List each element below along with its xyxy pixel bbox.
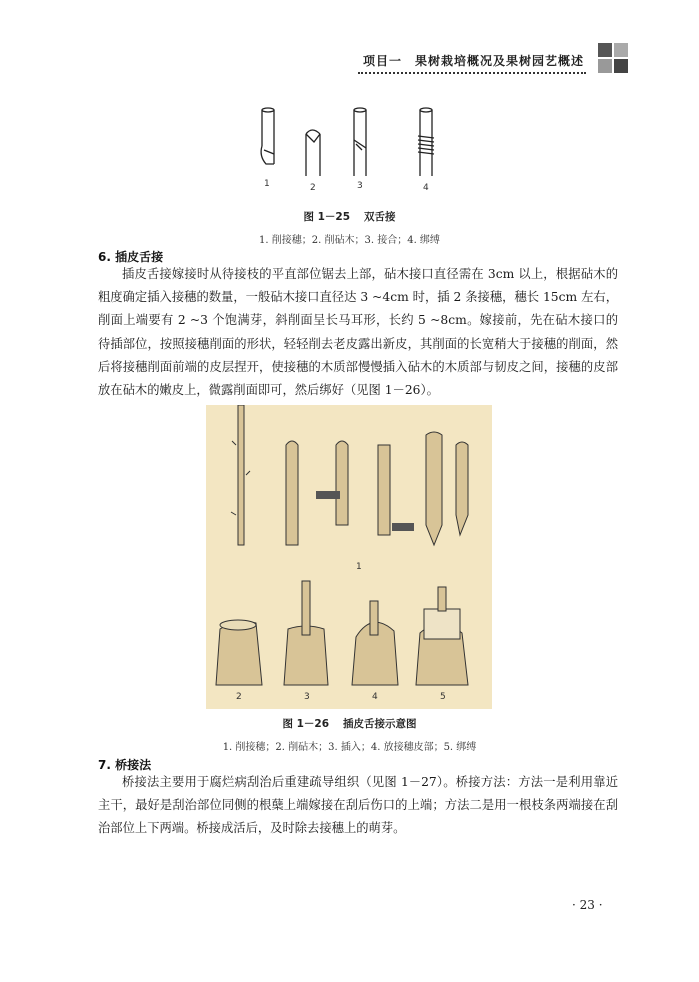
figure-1-26-label-3: 3 <box>304 692 310 702</box>
figure-1-26-label-4: 4 <box>372 692 378 702</box>
figure-1-26-label-1: 1 <box>356 562 362 572</box>
figure-1-25-label-2: 2 <box>310 183 316 193</box>
figure-1-26-subcaption: 1. 削接穗；2. 削砧木；3. 插入；4. 放接穗皮部；5. 绑缚 <box>222 742 477 753</box>
figure-1-26-label-2: 2 <box>236 692 242 702</box>
figure-1-26-caption-number: 图 1－26 <box>282 718 330 730</box>
header-square-ornament-icon <box>598 43 628 75</box>
figure-1-25-caption-title: 双舌接 <box>364 211 396 223</box>
page-number: · 23 · <box>572 898 603 912</box>
figure-1-25-label-1: 1 <box>264 179 270 189</box>
figure-1-25-caption <box>0 209 699 224</box>
running-header-title: 项目一 果树栽培概况及果树园艺概述 <box>362 54 584 68</box>
figure-1-25-label-4: 4 <box>423 183 429 193</box>
header-dotted-rule <box>358 72 586 74</box>
figure-1-25-illustration <box>242 98 452 198</box>
figure-1-25-subcaption: 1. 削接穗；2. 削砧木；3. 接合；4. 绑缚 <box>259 235 440 246</box>
figure-1-26-illustration <box>206 405 492 709</box>
section-7-paragraph: 桥接法主要用于腐烂病刮治后重建疏导组织（见图 1－27）。桥接方法：方法一是利用靠近主干，最好是刮治部位同侧的根蘖上端嫁接在刮后伤口的上端；方法二是用一根枝条两端接在刮治部位上下两端。桥接成活后，及时除去接穗上的萌芽。 <box>98 775 618 836</box>
section-6-paragraph: 插皮舌接嫁接时从待接枝的平直部位锯去上部，砧木接口直径需在 3cm 以上，根据砧木的粗度确定插入接穗的数量，一般砧木接口直径达 3 ~4cm 时，插 2 条接穗，穗长 15cm 左右，削面上端要有 2 ~3 个饱满芽，斜削面呈长马耳形，长约 5 ~8cm。嫁接前，先在砧木接口的待插部位，按照接穗削面的形状，轻轻削去老皮露出新皮，其削面的长宽稍大于接穗的削面，然后将接穗削面前端的皮层捏开，使接穗的木质部慢慢插入砧木的木质部与韧皮之间，接穗的皮部放在砧木的嫩皮上，微露削面即可，然后绑好（见图 1－26）。 <box>98 267 618 398</box>
figure-1-26-caption <box>0 716 699 731</box>
figure-1-26-label-5: 5 <box>440 692 446 702</box>
figure-1-25-label-3: 3 <box>357 181 363 191</box>
figure-1-26-caption-title: 插皮舌接示意图 <box>343 718 417 730</box>
section-6-heading: 6. 插皮舌接 <box>98 250 164 264</box>
figure-1-25-caption-number: 图 1－25 <box>303 211 351 223</box>
section-7-heading: 7. 桥接法 <box>98 758 152 772</box>
